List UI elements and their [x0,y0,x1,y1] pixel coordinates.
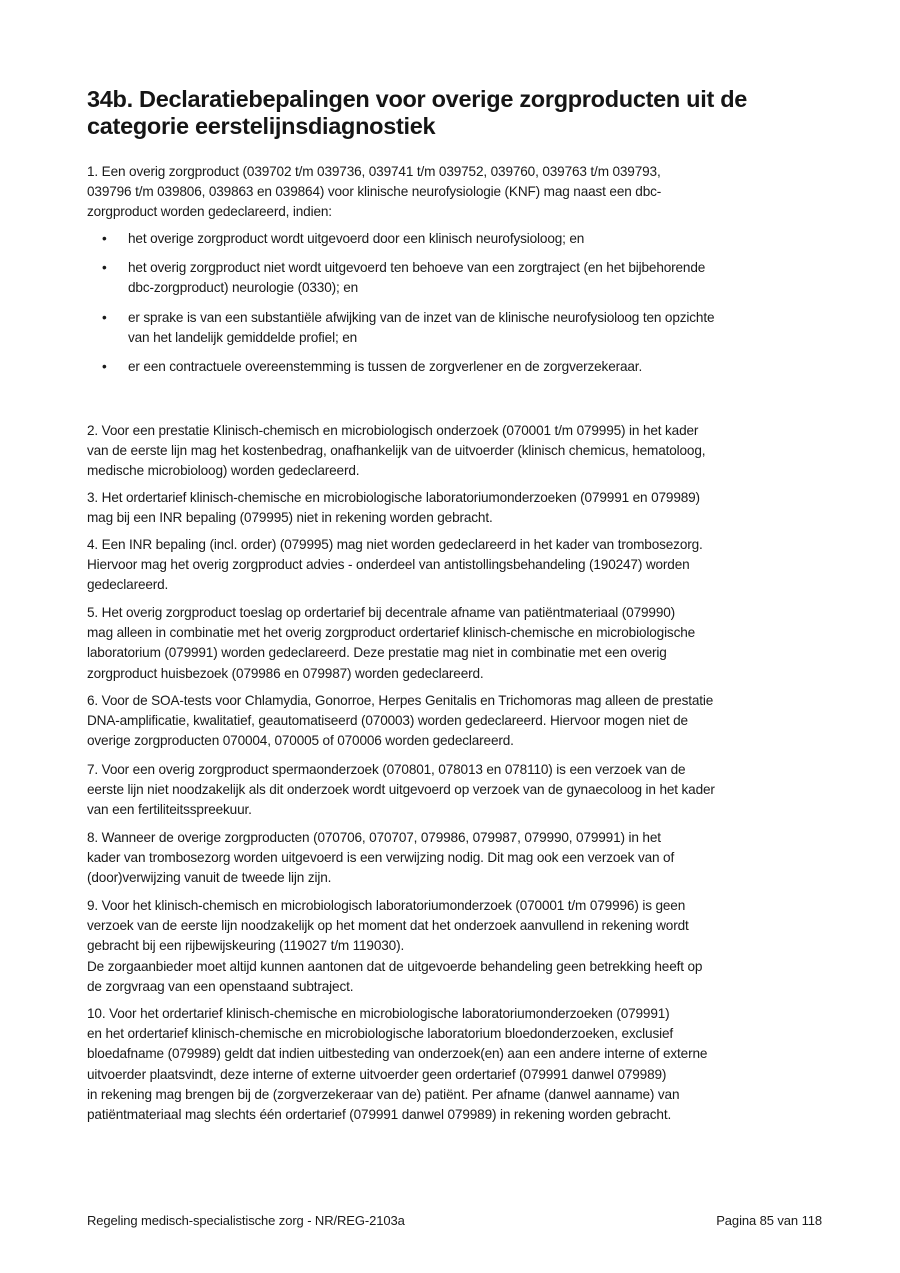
page-number: Pagina 85 van 118 [716,1213,822,1228]
paragraph-9: 9. Voor het klinisch-chemisch en microbiologisch laboratoriumonderzoek (070001 t/m 079996) is geen verzoek van de eerste lijn noodzakelijk op het moment dat het onderzoek aanvullend in rekening wordt gebracht bij een rijbewijskeuring (119027 t/m 119030). De zorgaanbieder moet altijd kunnen aantonen dat de uitgevoerde behandeling geen betrekking heeft op de zorgvraag van een openstaand subtraject. [87,898,703,994]
title-line: categorie eerstelijnsdiagnostiek [87,113,436,139]
bullet-icon: • [102,231,107,246]
section-title [87,86,822,140]
paragraph-1 [87,162,819,223]
paragraph-5: 5. Het overig zorgproduct toeslag op ordertarief bij decentrale afname van patiëntmateriaal (079990) mag alleen in combinatie met het overig zorgproduct ordertarief klinisch-chemische en microbiologische laboratorium (079991) worden gedeclareerd. Deze prestatie mag niet in combinatie met een overig zorgproduct huisbezoek (079986 en 079987) worden gedeclareerd. [87,605,696,681]
paragraph-3: 3. Het ordertarief klinisch-chemische en microbiologische laboratoriumonderzoeken (079991 en 079989) mag bij een INR bepaling (079995) niet in rekening worden gebracht. [87,490,700,526]
paragraph-line: 1. Een overig zorgproduct (039702 t/m 039736, 039741 t/m 039752, 039760, 039763 t/m 039793, [87,164,661,179]
footer-document-reference: Regeling medisch-specialistische zorg - NR/REG-2103a [87,1213,405,1228]
list-item: • er sprake is van een substantiële afwijking van de inzet van de klinische neurofysioloog ten opzichte van het landelijk gemiddelde profiel; en [102,309,715,345]
paragraph-8: 8. Wanneer de overige zorgproducten (070706, 070707, 079986, 079987, 079990, 079991) in het kader van trombosezorg worden uitgevoerd is een verwijzing nodig. Dit mag ook een verzoek van of (door)verwijzing vanuit de tweede lijn zijn. [87,830,675,886]
paragraph-7: 7. Voor een overig zorgproduct spermaonderzoek (070801, 078013 en 078110) is een verzoek van de eerste lijn niet noodzakelijk als dit onderzoek wordt uitgevoerd op verzoek van de gynaecoloog in het kader van een fertiliteitsspreekuur. [87,762,715,818]
list-item: • er een contractuele overeenstemming is tussen de zorgverlener en de zorgverzekeraar. [87,357,819,377]
bullet-icon: • [102,260,107,276]
bullet-icon: • [102,359,107,375]
paragraph-6: 6. Voor de SOA-tests voor Chlamydia, Gonorroe, Herpes Genitalis en Trichomoras mag alleen de prestatie DNA-amplificatie, kwalitatief, geautomatiseerd (070003) worden gedeclareerd. Hiervoor mogen niet de overige zorgproducten 070004, 070005 of 070006 worden gedeclareerd. [87,693,714,749]
paragraph-line: 039796 t/m 039806, 039863 en 039864) voor klinische neurofysiologie (KNF) mag naast een dbc- [87,184,662,200]
condition-list [87,229,819,386]
list-item: • het overige zorgproduct wordt uitgevoerd door een klinisch neurofysioloog; en [87,229,819,249]
title-line: 34b. Declaratiebepalingen voor overige zorgproducten uit de [87,86,748,112]
paragraph-2: 2. Voor een prestatie Klinisch-chemisch en microbiologisch onderzoek (070001 t/m 079995) in het kader van de eerste lijn mag het kostenbedrag, onafhankelijk van de uitvoerder (klinisch chemicus, hematoloog, medische microbioloog) worden gedeclareerd. [87,423,706,479]
paragraph-10: 10. Voor het ordertarief klinisch-chemische en microbiologische laboratoriumonderzoeken (079991) en het ordertarief klinisch-chemische en microbiologische laboratorium bloedonderzoeken, exclusief bloedafname (079989) geldt dat indien uitbesteding van onderzoek(en) aan een andere interne of externe uitvoerder plaatsvindt, deze interne of externe uitvoerder geen ordertarief (079991 danwel 079989) in rekening mag brengen bij de (zorgverzekeraar van de) patiënt. Per afname (danwel aanname) van patiëntmateriaal mag slechts één ordertarief (079991 danwel 079989) in rekening worden gebracht. [87,1006,708,1123]
list-item: • het overig zorgproduct niet wordt uitgevoerd ten behoeve van een zorgtraject (en het bijbehorende dbc-zorgproduct) neurologie (0330); en [102,260,706,296]
bullet-icon: • [102,309,107,325]
paragraph-4: 4. Een INR bepaling (incl. order) (079995) mag niet worden gedeclareerd in het kader van trombosezorg. Hiervoor mag het overig zorgproduct advies - onderdeel van antistollingsbehandeling (190247) worden gedeclareerd. [87,537,703,593]
paragraph-line: zorgproduct worden gedeclareerd, indien: [87,204,332,220]
